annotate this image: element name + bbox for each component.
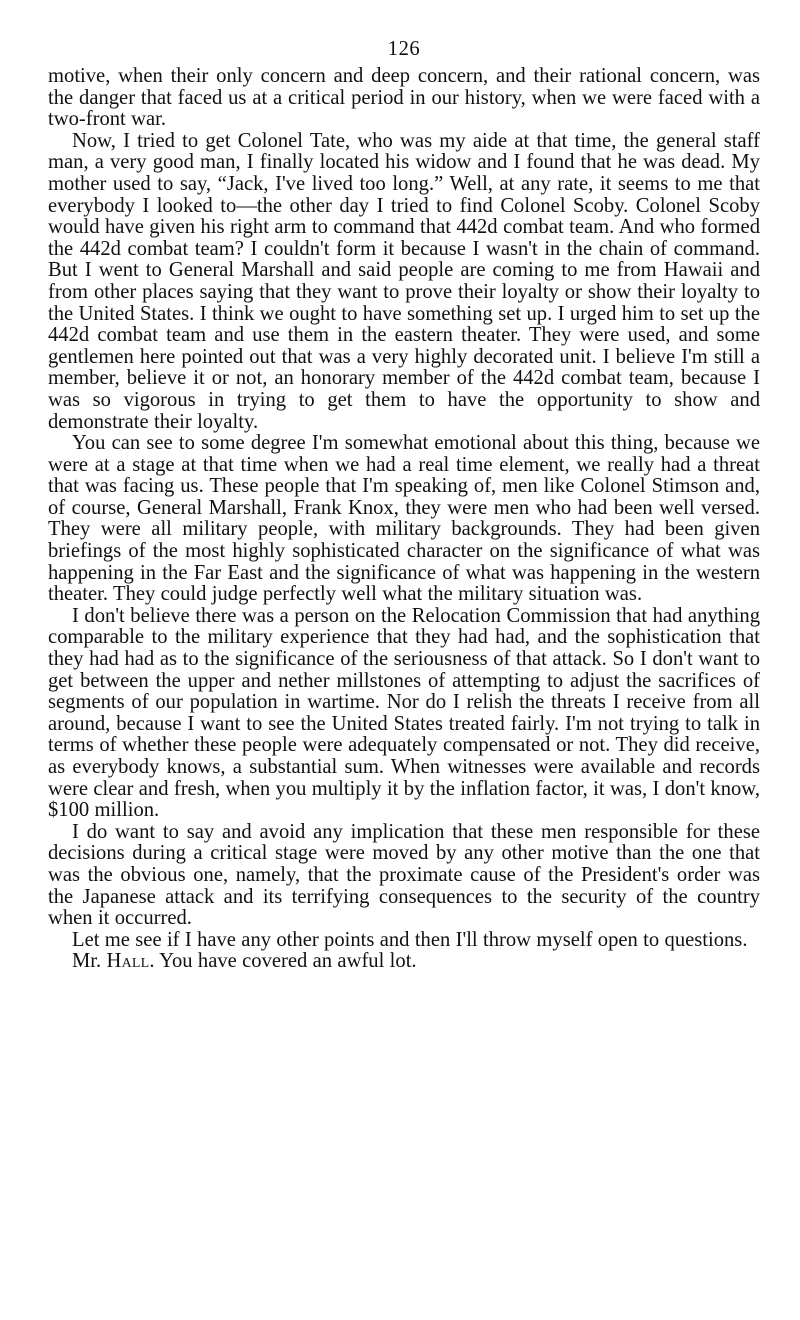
paragraph-continuation: motive, when their only concern and deep concern, and their rational concern, was the danger that faced us at a critical period in our history, when we were faced with a two-front war. [48, 65, 760, 131]
speaker-prefix: Mr. [72, 950, 107, 973]
speaker-text: . You have covered an awful lot. [149, 950, 417, 973]
document-page [48, 38, 760, 973]
paragraph-other-points: Let me see if I have any other points and then I'll throw myself open to questions. [72, 928, 748, 951]
paragraph-colonel-tate: Now, I tried to get Colonel Tate, who was my aide at that time, the general staff man, a very good man, I finally located his widow and I found that he was dead. My mother used to say, “Jack, I've lived too long.” Well, at any rate, it seems to me that everybody I looked to—the other day I tried to find Colonel Scoby. Colonel Scoby would have given his right arm to command that 442d combat team. And who formed the 442d combat team? I couldn't form it because I wasn't in the chain of command. But I went to General Marshall and said people are coming to me from Hawaii and from other places saying that they want to prove their loyalty or show their loyalty to the United States. I think we ought to have something set up. I urged him to set up the 442d combat team and use them in the eastern theater. They were used, and some gentlemen here pointed out that was a very highly decorated unit. I believe I'm still a member, believe it or not, an honorary member of the 442d combat team, because I was so vigorous in trying to get them to have the opportunity to show and demonstrate their loyalty. [48, 129, 760, 433]
speaker-name: Hall [106, 950, 150, 973]
speaker-paragraph [48, 951, 760, 973]
paragraph-relocation-commission: I don't believe there was a person on the Relocation Commission that had anything comparable to the military experience that they had had, and the sophistication that they had had as to the significance of the seriousness of that attack. So I don't want to get between the upper and nether millstones of attempting to adjust the sacrifices of segments of our population in wartime. Nor do I relish the threats I receive from all around, because I want to see the United States treated fairly. I'm not trying to talk in terms of whether these people were adequately compensated or not. They did receive, as everybody knows, a substantial sum. When witnesses were available and records were clear and fresh, when you multiply it by the inflation factor, it was, I don't know, $100 million. [48, 604, 760, 822]
page-number: 126 [387, 38, 421, 60]
paragraph-emotional: You can see to some degree I'm somewhat emotional about this thing, because we were at a stage at that time when we had a real time element, we really had a threat that was facing us. These people that I'm speaking of, men like Colonel Stimson and, of course, General Marshall, Frank Knox, they were men who had been well versed. They were all military people, with military backgrounds. They had been given briefings of the most highly sophisticated character on the significance of what was happening in the Far East and the significance of what was happening in the western theater. They could judge perfectly well what the military situation was. [48, 432, 760, 606]
paragraph-implication: I do want to say and avoid any implication that these men responsible for these decisions during a critical stage were moved by any other motive than the one that was the obvious one, namely, that the proximate cause of the President's order was the Japanese attack and its terrifying consequences to the security of the country when it occurred. [48, 820, 760, 930]
